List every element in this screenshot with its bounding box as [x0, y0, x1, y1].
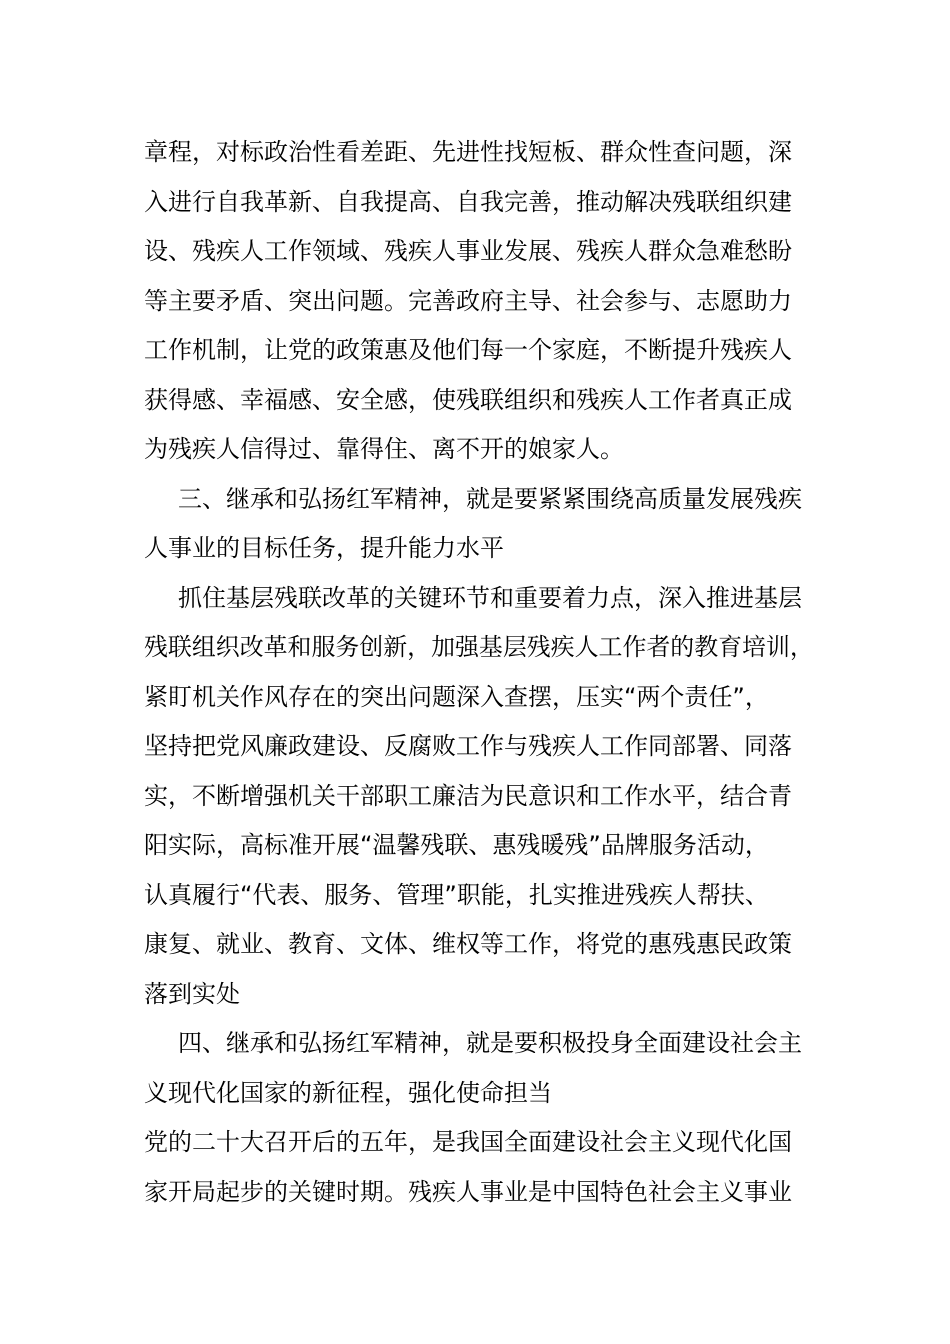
text-line: 章程，对标政治性看差距、先进性找短板、群众性查问题，深 [144, 138, 792, 166]
text-line: 落到实处 [144, 979, 240, 1008]
text-line: 紧盯机关作风存在的突出问题深入查摆，压实“两个责任”， [144, 682, 769, 711]
section-heading-line: 义现代化国家的新征程，强化使命担当 [144, 1078, 552, 1107]
text-line: 入进行自我革新、自我提高、自我完善，推动解决残联组织建 [144, 187, 792, 216]
section-heading-line: 三、继承和弘扬红军精神，就是要紧紧围绕高质量发展残疾 [178, 484, 802, 513]
text-line: 阳实际，高标准开展“温馨残联、惠残暖残”品牌服务活动， [144, 831, 769, 859]
text-line: 残联组织改革和服务创新，加强基层残疾人工作者的教育培训， [144, 633, 814, 661]
text-line: 坚持把党风廉政建设、反腐败工作与残疾人工作同部署、同落 [144, 732, 792, 760]
section-heading-line: 四、继承和弘扬红军精神，就是要积极投身全面建设社会主 [178, 1029, 802, 1057]
document-body [144, 128, 814, 1217]
text-line: 为残疾人信得过、靠得住、离不开的娘家人。 [144, 435, 624, 463]
text-line: 等主要矛盾、突出问题。完善政府主导、社会参与、志愿助力 [144, 286, 792, 315]
text-line: 抓住基层残联改革的关键环节和重要着力点，深入推进基层 [178, 583, 802, 612]
text-line: 家开局起步的关键时期。残疾人事业是中国特色社会主义事业 [144, 1177, 792, 1206]
text-line: 党的二十大召开后的五年，是我国全面建设社会主义现代化国 [144, 1128, 792, 1156]
text-line: 工作机制，让党的政策惠及他们每一个家庭，不断提升残疾人 [144, 336, 792, 364]
text-line: 康复、就业、教育、文体、维权等工作，将党的惠残惠民政策 [144, 930, 792, 958]
text-line: 获得感、幸福感、安全感，使残联组织和残疾人工作者真正成 [144, 385, 792, 414]
text-line: 实，不断增强机关干部职工廉洁为民意识和工作水平，结合青 [144, 781, 792, 810]
text-line: 设、残疾人工作领域、残疾人事业发展、残疾人群众急难愁盼 [144, 237, 792, 265]
section-heading-line: 人事业的目标任务，提升能力水平 [144, 534, 504, 562]
text-line: 认真履行“代表、服务、管理”职能，扎实推进残疾人帮扶、 [144, 880, 769, 909]
